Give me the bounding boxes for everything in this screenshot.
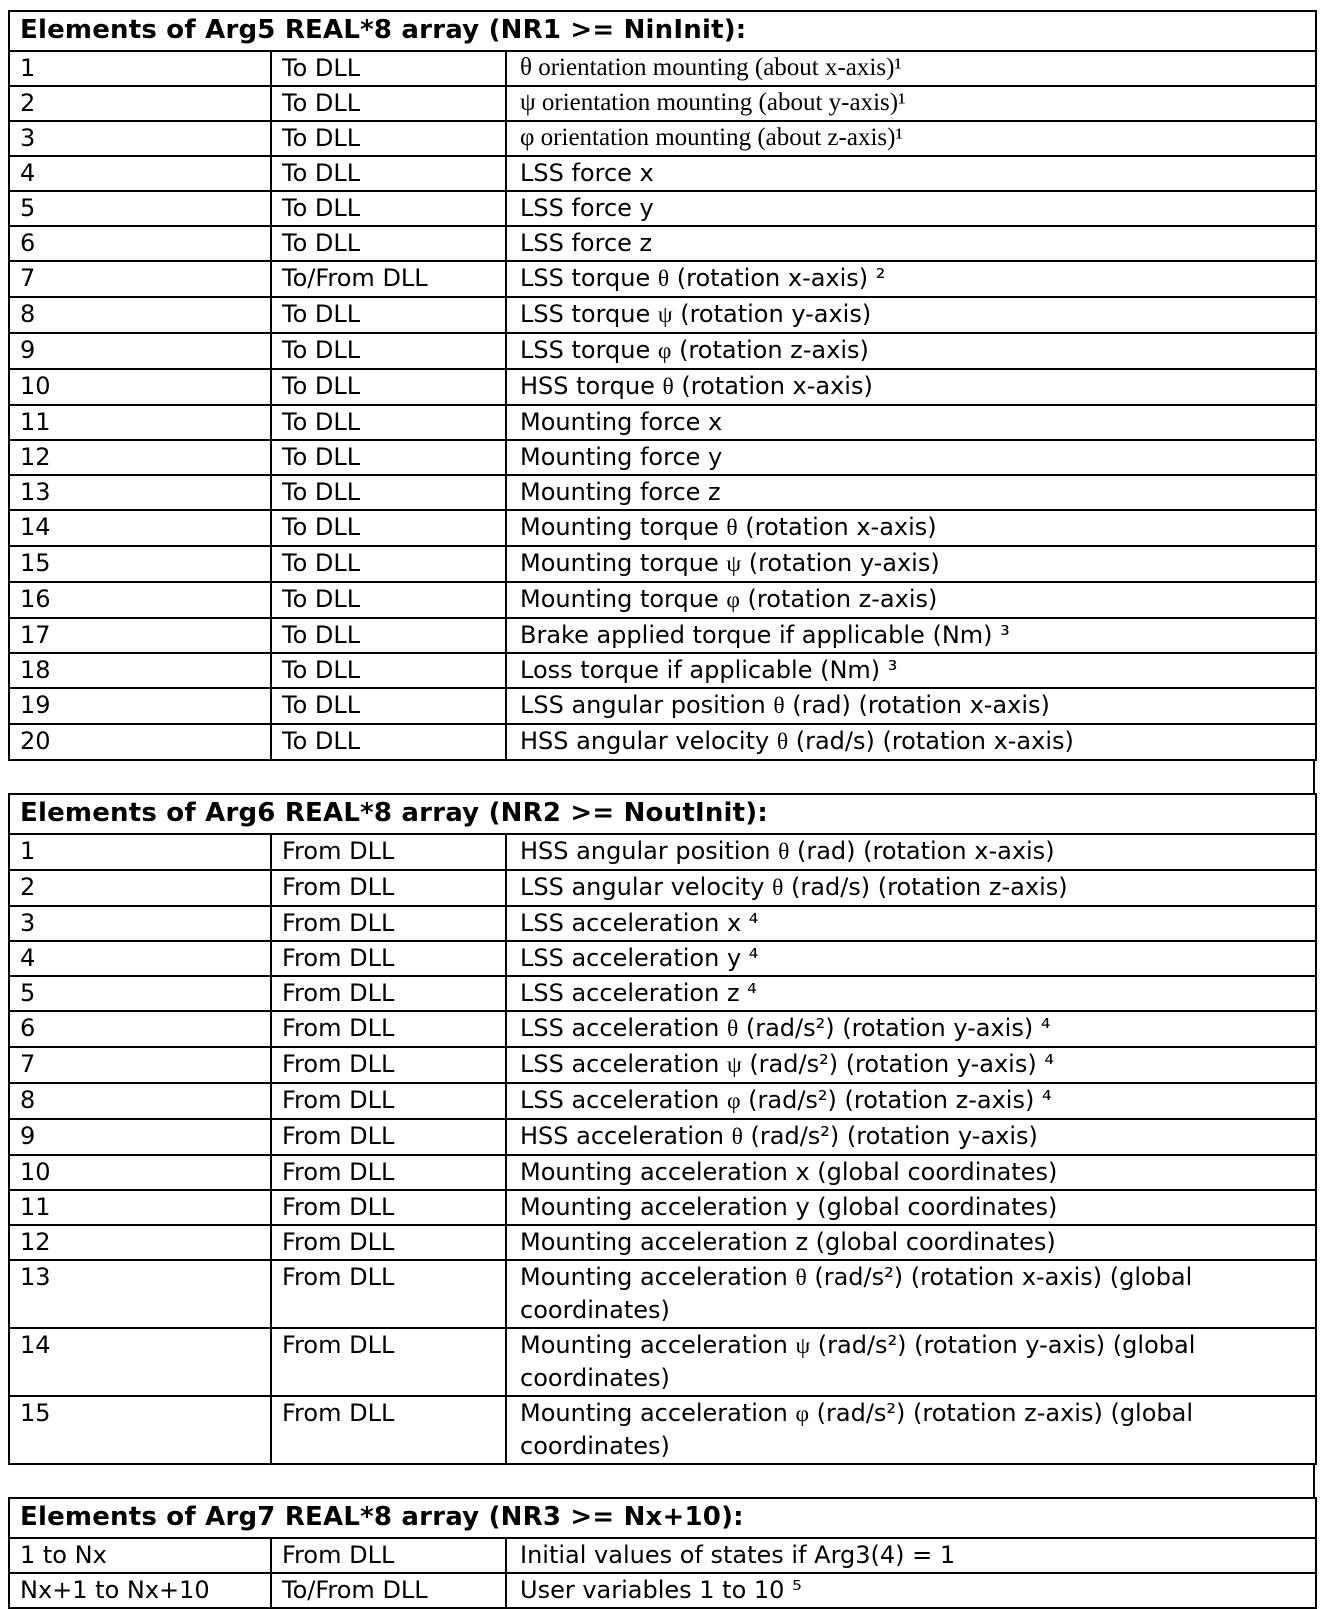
description-cell: Loss torque if applicable (Nm) ³ [506, 653, 1316, 688]
table-row [9, 297, 1316, 333]
table-title: Elements of Arg7 REAL*8 array (NR3 >= Nx+10): [9, 1498, 1316, 1538]
description-cell: LSS acceleration x ⁴ [506, 906, 1316, 941]
description-cell: Mounting torque ψ (rotation y-axis) [506, 546, 1316, 582]
description-cell: User variables 1 to 10 ⁵ [506, 1573, 1316, 1608]
greek-symbol: ψ [657, 302, 673, 328]
direction-cell: To DLL [271, 86, 506, 121]
index-cell: Nx+1 to Nx+10 [9, 1573, 271, 1608]
index-cell: 19 [9, 688, 271, 724]
table-header-row [9, 1498, 1316, 1538]
direction-cell: To DLL [271, 440, 506, 475]
greek-symbol: φ [726, 587, 740, 613]
description-cell: θ orientation mounting (about x-axis)¹ [506, 51, 1316, 86]
direction-cell: From DLL [271, 1396, 506, 1464]
description-cell: HSS angular position θ (rad) (rotation x-axis) [506, 834, 1316, 870]
index-cell: 14 [9, 1328, 271, 1396]
index-cell: 12 [9, 1225, 271, 1260]
description-cell: Mounting acceleration z (global coordinates) [506, 1225, 1316, 1260]
index-cell: 6 [9, 226, 271, 261]
greek-symbol: θ [657, 266, 670, 292]
table-row [9, 1155, 1316, 1190]
direction-cell: To DLL [271, 475, 506, 510]
table-row [9, 261, 1316, 297]
table-body [9, 834, 1316, 1464]
table-row [9, 510, 1316, 546]
direction-cell: From DLL [271, 1190, 506, 1225]
direction-cell: From DLL [271, 1119, 506, 1155]
greek-symbol: φ [726, 1088, 741, 1114]
description-cell: LSS torque ψ (rotation y-axis) [506, 297, 1316, 333]
index-cell: 16 [9, 582, 271, 618]
index-cell: 4 [9, 941, 271, 976]
direction-cell: To DLL [271, 405, 506, 440]
table-gap-spacer [8, 1465, 1315, 1497]
arg7-elements-table [8, 1497, 1317, 1609]
index-cell: 3 [9, 906, 271, 941]
arg5-elements-table [8, 10, 1317, 761]
greek-symbol: θ [778, 839, 790, 865]
direction-cell: To DLL [271, 582, 506, 618]
table-row [9, 1396, 1316, 1464]
table-row [9, 906, 1316, 941]
direction-cell: From DLL [271, 976, 506, 1011]
index-cell: 7 [9, 1047, 271, 1083]
table-row [9, 1573, 1316, 1608]
table-row [9, 976, 1316, 1011]
direction-cell: To DLL [271, 688, 506, 724]
index-cell: 5 [9, 191, 271, 226]
index-cell: 8 [9, 297, 271, 333]
greek-symbol: θ [773, 693, 785, 719]
description-cell: Mounting acceleration x (global coordinates) [506, 1155, 1316, 1190]
direction-cell: From DLL [271, 834, 506, 870]
description-cell: Brake applied torque if applicable (Nm) ³ [506, 618, 1316, 653]
table-row [9, 618, 1316, 653]
index-cell: 2 [9, 86, 271, 121]
index-cell: 9 [9, 333, 271, 369]
index-cell: 6 [9, 1011, 271, 1047]
description-cell: LSS force y [506, 191, 1316, 226]
description-cell: LSS torque φ (rotation z-axis) [506, 333, 1316, 369]
direction-cell: From DLL [271, 1328, 506, 1396]
index-cell: 15 [9, 1396, 271, 1464]
table-body [9, 51, 1316, 760]
table-row [9, 121, 1316, 156]
table-row [9, 546, 1316, 582]
greek-symbol: θ [795, 1265, 807, 1291]
table-row [9, 405, 1316, 440]
index-cell: 1 to Nx [9, 1538, 271, 1573]
description-cell: LSS angular velocity θ (rad/s) (rotation z-axis) [506, 870, 1316, 906]
direction-cell: To DLL [271, 333, 506, 369]
index-cell: 20 [9, 724, 271, 760]
table-row [9, 156, 1316, 191]
table-row [9, 51, 1316, 86]
index-cell: 4 [9, 156, 271, 191]
table-body [9, 1538, 1316, 1608]
table-row [9, 333, 1316, 369]
index-cell: 10 [9, 369, 271, 405]
table-row [9, 1047, 1316, 1083]
greek-symbol: θ [726, 515, 738, 541]
description-cell: Mounting acceleration θ (rad/s²) (rotation x-axis) (global coordinates) [506, 1260, 1316, 1328]
direction-cell: From DLL [271, 1538, 506, 1573]
description-cell: Mounting force z [506, 475, 1316, 510]
index-cell: 18 [9, 653, 271, 688]
direction-cell: To/From DLL [271, 261, 506, 297]
table-gap-spacer [8, 761, 1315, 793]
direction-cell: From DLL [271, 941, 506, 976]
direction-cell: To DLL [271, 618, 506, 653]
direction-cell: To DLL [271, 653, 506, 688]
description-cell: HSS angular velocity θ (rad/s) (rotation x-axis) [506, 724, 1316, 760]
table-row [9, 870, 1316, 906]
description-cell: LSS acceleration z ⁴ [506, 976, 1316, 1011]
description-cell: φ orientation mounting (about z-axis)¹ [506, 121, 1316, 156]
table-header-row [9, 794, 1316, 834]
table-row [9, 653, 1316, 688]
description-cell: Mounting acceleration φ (rad/s²) (rotation z-axis) (global coordinates) [506, 1396, 1316, 1464]
direction-cell: To/From DLL [271, 1573, 506, 1608]
index-cell: 5 [9, 976, 271, 1011]
table-row [9, 226, 1316, 261]
index-cell: 11 [9, 1190, 271, 1225]
index-cell: 10 [9, 1155, 271, 1190]
table-row [9, 191, 1316, 226]
description-cell: Mounting torque φ (rotation z-axis) [506, 582, 1316, 618]
table-row [9, 941, 1316, 976]
description-cell: LSS angular position θ (rad) (rotation x-axis) [506, 688, 1316, 724]
index-cell: 1 [9, 51, 271, 86]
table-row [9, 688, 1316, 724]
index-cell: 8 [9, 1083, 271, 1119]
direction-cell: From DLL [271, 1011, 506, 1047]
greek-symbol: ψ [795, 1333, 811, 1359]
table-row [9, 440, 1316, 475]
index-cell: 13 [9, 475, 271, 510]
index-cell: 15 [9, 546, 271, 582]
table-row [9, 1119, 1316, 1155]
table-row [9, 86, 1316, 121]
greek-symbol: ψ [726, 551, 742, 577]
description-cell: Mounting force y [506, 440, 1316, 475]
index-cell: 7 [9, 261, 271, 297]
direction-cell: To DLL [271, 510, 506, 546]
table-row [9, 1225, 1316, 1260]
index-cell: 17 [9, 618, 271, 653]
description-cell: LSS acceleration θ (rad/s²) (rotation y-axis) ⁴ [506, 1011, 1316, 1047]
description-cell: Mounting torque θ (rotation x-axis) [506, 510, 1316, 546]
description-cell: LSS acceleration φ (rad/s²) (rotation z-axis) ⁴ [506, 1083, 1316, 1119]
description-cell: Mounting force x [506, 405, 1316, 440]
direction-cell: To DLL [271, 191, 506, 226]
index-cell: 12 [9, 440, 271, 475]
direction-cell: From DLL [271, 1047, 506, 1083]
direction-cell: From DLL [271, 906, 506, 941]
direction-cell: From DLL [271, 1083, 506, 1119]
description-cell: Mounting acceleration y (global coordinates) [506, 1190, 1316, 1225]
table-row [9, 1083, 1316, 1119]
table-row [9, 724, 1316, 760]
index-cell: 9 [9, 1119, 271, 1155]
description-cell: LSS force z [506, 226, 1316, 261]
description-cell: Mounting acceleration ψ (rad/s²) (rotation y-axis) (global coordinates) [506, 1328, 1316, 1396]
index-cell: 2 [9, 870, 271, 906]
direction-cell: From DLL [271, 1260, 506, 1328]
index-cell: 11 [9, 405, 271, 440]
table-row [9, 834, 1316, 870]
greek-symbol: ψ [726, 1052, 742, 1078]
direction-cell: To DLL [271, 121, 506, 156]
table-row [9, 475, 1316, 510]
description-cell: Initial values of states if Arg3(4) = 1 [506, 1538, 1316, 1573]
direction-cell: To DLL [271, 297, 506, 333]
description-cell: HSS torque θ (rotation x-axis) [506, 369, 1316, 405]
greek-symbol: φ [657, 338, 672, 364]
table-row [9, 582, 1316, 618]
index-cell: 3 [9, 121, 271, 156]
index-cell: 1 [9, 834, 271, 870]
table-row [9, 1260, 1316, 1328]
table-title: Elements of Arg5 REAL*8 array (NR1 >= NinInit): [9, 11, 1316, 51]
greek-symbol: θ [776, 729, 789, 755]
description-cell: LSS force x [506, 156, 1316, 191]
direction-cell: To DLL [271, 226, 506, 261]
direction-cell: To DLL [271, 546, 506, 582]
description-cell: LSS acceleration y ⁴ [506, 941, 1316, 976]
table-row [9, 1328, 1316, 1396]
table-header-row [9, 11, 1316, 51]
description-cell: HSS acceleration θ (rad/s²) (rotation y-axis) [506, 1119, 1316, 1155]
description-cell: LSS torque θ (rotation x-axis) ² [506, 261, 1316, 297]
index-cell: 14 [9, 510, 271, 546]
arg6-elements-table [8, 793, 1317, 1465]
index-cell: 13 [9, 1260, 271, 1328]
table-row [9, 1190, 1316, 1225]
table-title: Elements of Arg6 REAL*8 array (NR2 >= NoutInit): [9, 794, 1316, 834]
table-row [9, 1538, 1316, 1573]
direction-cell: To DLL [271, 156, 506, 191]
greek-symbol: φ [795, 1401, 810, 1427]
direction-cell: To DLL [271, 51, 506, 86]
description-cell: LSS acceleration ψ (rad/s²) (rotation y-axis) ⁴ [506, 1047, 1316, 1083]
greek-symbol: θ [772, 875, 784, 901]
table-row [9, 1011, 1316, 1047]
greek-symbol: θ [662, 374, 674, 400]
table-row [9, 369, 1316, 405]
direction-cell: From DLL [271, 1155, 506, 1190]
description-cell: ψ orientation mounting (about y-axis)¹ [506, 86, 1316, 121]
direction-cell: From DLL [271, 1225, 506, 1260]
direction-cell: To DLL [271, 724, 506, 760]
greek-symbol: θ [726, 1016, 739, 1042]
direction-cell: From DLL [271, 870, 506, 906]
direction-cell: To DLL [271, 369, 506, 405]
greek-symbol: θ [731, 1124, 743, 1150]
